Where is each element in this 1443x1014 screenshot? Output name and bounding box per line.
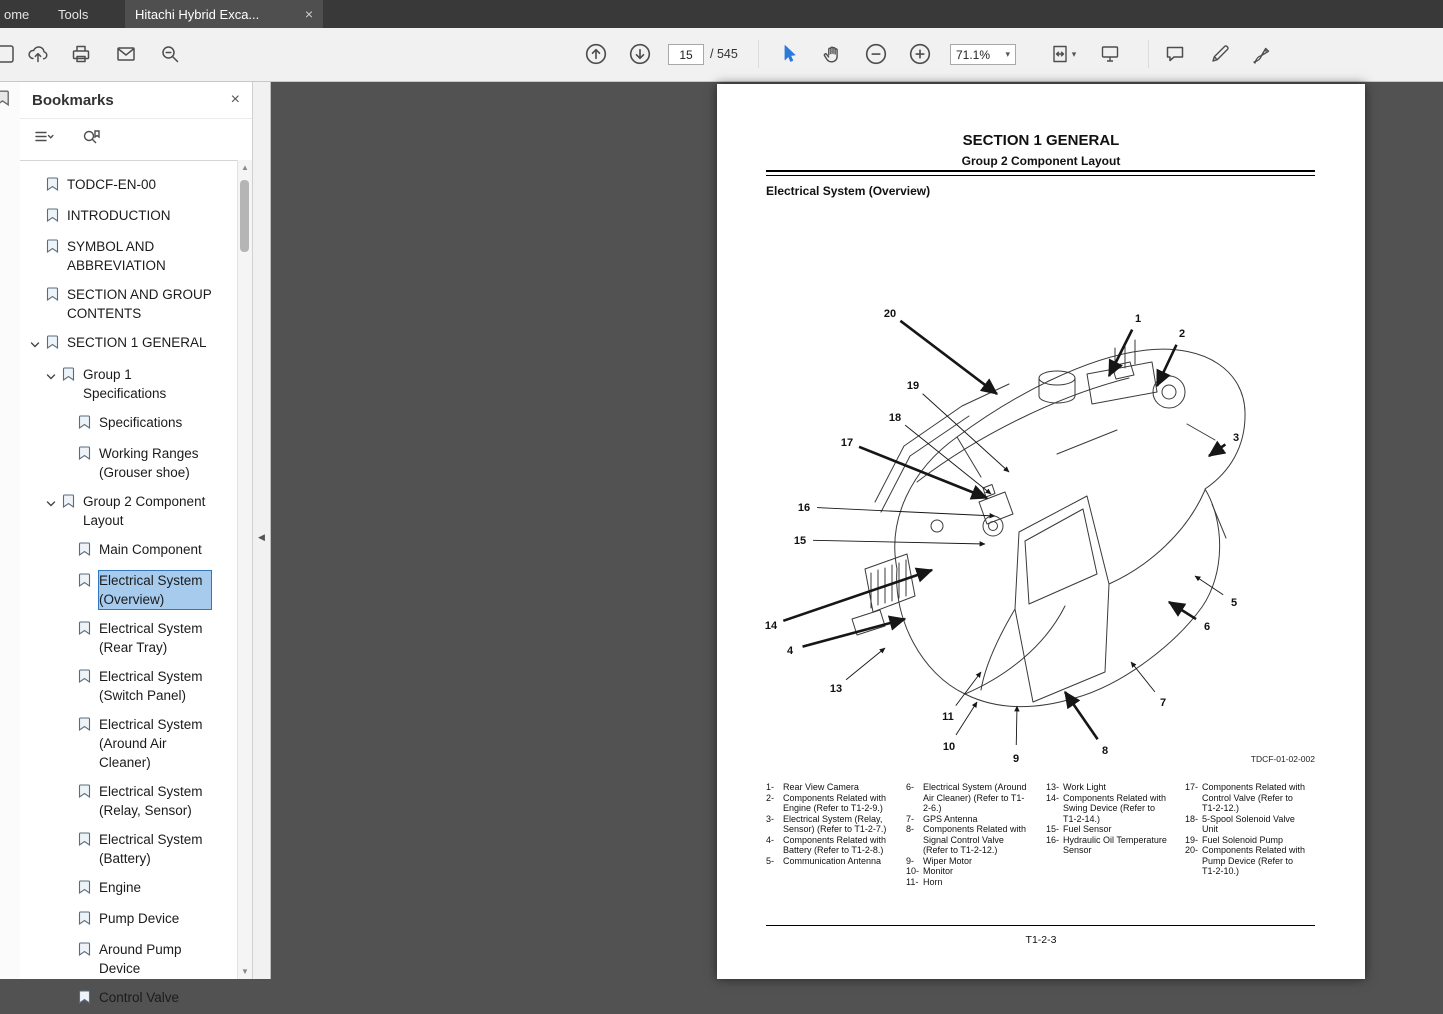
bookmark-item-label: Control Valve (99, 990, 180, 1005)
chevron-placeholder (60, 830, 78, 834)
bookmark-item-label: Pump Device (99, 911, 180, 926)
bookmark-item[interactable] (20, 232, 238, 280)
legend-text: Monitor (923, 866, 954, 876)
close-panel-button[interactable]: × (230, 91, 240, 108)
chevron-placeholder (60, 619, 78, 623)
save-cloud-button[interactable] (23, 39, 53, 69)
zoom-level-select[interactable] (950, 44, 1016, 65)
callout-arrow (923, 394, 1009, 472)
tab-document-label: Hitachi Hybrid Exca... (135, 6, 260, 22)
bookmark-item[interactable] (20, 439, 238, 487)
legend-text: Electrical System (Relay, Sensor) (Refer to T1-2-7.) (783, 813, 887, 834)
section-title: SECTION 1 GENERAL (962, 132, 1120, 149)
legend-entry (766, 856, 898, 867)
legend-number: 7- (906, 813, 915, 824)
bookmark-item[interactable] (20, 201, 238, 232)
arrow-up-circle-icon (583, 41, 609, 67)
bookmark-item-label: Group 1 Specifications (83, 367, 167, 401)
bookmark-icon (78, 988, 92, 1009)
callout-number: 9 (1012, 753, 1020, 765)
legend-entry (906, 877, 1038, 888)
hand-tool-button[interactable] (817, 39, 847, 69)
legend-entry (766, 835, 898, 856)
bookmark-item[interactable] (20, 825, 238, 873)
bookmark-item-label: TODCF-EN-00 (67, 177, 157, 192)
email-button[interactable] (111, 39, 141, 69)
callout-arrow (1195, 576, 1223, 595)
doc-page-number: T1-2-3 (1025, 934, 1057, 946)
chevron-placeholder (60, 444, 78, 448)
legend-number: 17- (1185, 782, 1199, 792)
legend-entry (1046, 793, 1178, 825)
bookmark-icon (78, 619, 92, 640)
collapse-panel-button[interactable]: ◀ (258, 531, 265, 542)
legend-text: Components Related with Battery (Refer to T1-2-8.) (783, 834, 887, 855)
legend-entry (906, 782, 1038, 814)
callout-number: 18 (888, 412, 902, 424)
bookmark-item[interactable] (20, 170, 238, 201)
search-bookmarks-button[interactable] (82, 129, 100, 150)
bookmark-item[interactable] (20, 566, 238, 614)
bookmark-icon (78, 940, 92, 961)
legend-text: Wiper Motor (923, 855, 973, 866)
tab-document[interactable] (125, 0, 323, 28)
footer-rule (766, 925, 1315, 926)
bookmark-icon (78, 909, 92, 930)
bookmarks-scrollbar[interactable] (237, 160, 252, 979)
callout-number: 15 (793, 535, 807, 547)
legend-entry (766, 782, 898, 793)
legend-entry (906, 814, 1038, 825)
legend-text: Fuel Solenoid Pump (1202, 834, 1284, 845)
legend-number: 20- (1185, 845, 1199, 855)
bookmark-item-label: Main Component (99, 542, 202, 557)
magnifier-minus-icon (158, 42, 182, 66)
legend-text: Fuel Sensor (1063, 824, 1112, 834)
callout-arrow (1131, 662, 1155, 692)
legend-number: 13- (1046, 782, 1060, 792)
plus-circle-icon (907, 41, 933, 67)
bookmark-item-label: SECTION 1 GENERAL (67, 335, 207, 350)
callout-layer (765, 308, 1239, 765)
callout-number: 7 (1159, 697, 1167, 709)
bookmarks-toolbar (20, 119, 252, 161)
legend-number: 9- (906, 855, 915, 866)
legend-number: 15- (1046, 824, 1060, 834)
cloud-upload-icon (26, 42, 50, 66)
chevron-placeholder (60, 988, 78, 992)
bookmark-item[interactable] (20, 935, 238, 983)
bookmark-item[interactable] (20, 535, 238, 566)
previous-page-button[interactable] (581, 39, 611, 69)
legend-entry (766, 793, 898, 814)
chevron-placeholder (60, 540, 78, 544)
legend-number: 2- (766, 792, 775, 803)
callout-arrow (846, 648, 885, 680)
bookmark-item-label: Electrical System (Overview) (99, 571, 211, 609)
bookmarks-header (20, 82, 252, 119)
scrollbar-thumb[interactable] (240, 180, 249, 252)
heading-rule (766, 170, 1315, 172)
callout-arrow (813, 540, 985, 544)
legend-number: 10- (906, 866, 920, 876)
legend-number: 1- (766, 782, 775, 792)
bookmark-icon (78, 540, 92, 561)
cursor-icon (776, 42, 800, 66)
heading-rule-thin (766, 175, 1315, 176)
legend-number: 5- (766, 855, 775, 866)
bookmark-icon (78, 715, 92, 736)
callout-number: 2 (1178, 328, 1186, 340)
zoom-level-value: 71.1% (956, 47, 991, 62)
bookmark-item-label: Specifications (99, 415, 183, 430)
legend-number: 8- (906, 824, 915, 834)
legend-column (906, 782, 1038, 887)
legend-text: Components Related with Control Valve (Refer to T1-2-12.) (1202, 782, 1306, 813)
close-tab-icon[interactable]: × (304, 6, 313, 22)
bookmark-icon (78, 413, 92, 434)
bookmark-item-label: Engine (99, 880, 142, 895)
legend-column (766, 782, 898, 866)
hand-icon (820, 42, 844, 66)
callout-arrow (1157, 345, 1176, 386)
bookmark-item-label: Working Ranges (Grouser shoe) (99, 446, 199, 480)
figure-heading: Electrical System (Overview) (766, 184, 931, 198)
bookmarks-title: Bookmarks (32, 91, 114, 109)
callout-number: 8 (1101, 745, 1109, 757)
callout-number: 5 (1230, 597, 1238, 609)
legend-text: Work Light (1063, 782, 1106, 792)
callout-number: 3 (1232, 432, 1240, 444)
chevron-placeholder (60, 782, 78, 786)
comment-button[interactable] (1160, 39, 1190, 69)
chevron-placeholder (60, 715, 78, 719)
select-tool-button[interactable] (773, 39, 803, 69)
page-count-label: / 545 (710, 47, 738, 61)
callout-arrow (817, 508, 995, 516)
bookmark-item-label: SECTION AND GROUP CONTENTS (67, 287, 212, 321)
callout-number: 14 (764, 620, 778, 632)
callout-number: 11 (942, 711, 954, 723)
bookmark-icon (78, 782, 92, 803)
figure-code: TDCF-01-02-002 (1250, 754, 1315, 764)
chevron-placeholder (60, 667, 78, 671)
bookmark-icon (62, 365, 76, 386)
bookmark-item[interactable] (20, 983, 238, 1014)
callout-arrow (956, 702, 977, 735)
bookmarks-panel-icon[interactable] (0, 90, 10, 111)
toolbar-separator (758, 40, 759, 68)
chevron-down-icon[interactable] (28, 333, 46, 355)
excavator-diagram (757, 274, 1327, 774)
callout-arrow (1209, 444, 1225, 456)
highlight-button[interactable] (1205, 39, 1235, 69)
callout-number: 4 (786, 645, 794, 657)
bookmark-icon (46, 237, 60, 258)
callout-arrow (1065, 692, 1098, 739)
bookmark-item[interactable] (20, 280, 238, 328)
bookmark-options-button[interactable] (34, 129, 54, 150)
legend-entry (1046, 835, 1178, 856)
bookmarks-panel (20, 82, 253, 1005)
bookmark-item-label: INTRODUCTION (67, 208, 171, 223)
bookmark-item-label: Electrical System (Rear Tray) (99, 621, 203, 655)
legend-text: Hydraulic Oil Temperature Sensor (1063, 834, 1167, 855)
legend-text: Components Related with Signal Control Valve (Refer to T1-2-12.) (923, 824, 1027, 855)
window-tab-bar (0, 0, 1443, 28)
scroll-mode-button[interactable] (1095, 39, 1125, 69)
legend-text: Rear View Camera (783, 782, 859, 792)
bookmark-icon (78, 878, 92, 899)
legend-entry (1185, 814, 1317, 835)
page-number-input[interactable] (668, 44, 704, 65)
legend-text: 5-Spool Solenoid Valve Unit (1202, 813, 1295, 834)
legend-number: 19- (1185, 834, 1199, 845)
legend-text: Components Related with Pump Device (Refer to T1-2-10.) (1202, 845, 1306, 876)
toolbar-separator (1148, 40, 1149, 68)
envelope-icon (114, 42, 138, 66)
panel-collapse-strip (253, 82, 271, 979)
partial-tool-icon[interactable] (0, 39, 20, 69)
bookmark-item[interactable] (20, 408, 238, 439)
bookmark-icon (78, 667, 92, 688)
scroll-up-icon[interactable]: ▲ (241, 163, 249, 172)
chevron-down-icon: ▾ (1005, 49, 1010, 59)
bookmark-item[interactable] (20, 904, 238, 935)
toolbar (0, 28, 1443, 82)
panel-rail (0, 82, 20, 979)
bookmark-item-label: Electrical System (Battery) (99, 832, 203, 866)
bookmark-item[interactable] (20, 710, 238, 777)
legend-entry (906, 856, 1038, 867)
minus-circle-icon (863, 41, 889, 67)
legend-number: 14- (1046, 792, 1060, 803)
bookmark-item[interactable] (20, 360, 238, 408)
callout-number: 16 (797, 502, 811, 514)
arrow-down-circle-icon (627, 41, 653, 67)
chevron-placeholder (60, 878, 78, 882)
bookmarks-tree (20, 166, 238, 1005)
zoom-in-button[interactable] (905, 39, 935, 69)
legend-text: Electrical System (Around Air Cleaner) (Refer to T1-2-6.) (923, 782, 1027, 813)
callout-number: 1 (1134, 313, 1142, 325)
pdf-page (717, 84, 1365, 979)
legend-entry (1046, 782, 1178, 793)
legend-number: 18- (1185, 813, 1199, 824)
legend-text: Communication Antenna (783, 855, 882, 866)
chevron-placeholder (60, 940, 78, 944)
tab-home[interactable]: ome (4, 6, 30, 22)
bookmark-icon (78, 830, 92, 851)
legend-text: Horn (923, 876, 943, 887)
legend-text: Components Related with Swing Device (Refer to T1-2-14.) (1063, 792, 1167, 824)
print-button[interactable] (66, 39, 96, 69)
callout-number: 10 (942, 741, 956, 753)
bookmark-icon (62, 492, 76, 513)
chevron-placeholder (28, 237, 46, 241)
chevron-placeholder (28, 206, 46, 210)
group-title: Group 2 Component Layout (961, 154, 1121, 168)
pencil-icon (1208, 42, 1232, 66)
legend-entry (1185, 835, 1317, 846)
callout-arrow (783, 570, 932, 621)
next-page-button[interactable] (625, 39, 655, 69)
fill-sign-button[interactable] (1247, 39, 1277, 69)
chevron-down-icon[interactable] (44, 365, 62, 387)
bookmark-item[interactable] (20, 662, 238, 710)
legend-number: 3- (766, 813, 775, 824)
bookmark-item-label: Around Pump Device (99, 942, 182, 976)
page-display-icon (1098, 42, 1122, 66)
legend-entry (766, 814, 898, 835)
bookmark-icon (46, 206, 60, 227)
bookmark-icon (78, 444, 92, 465)
legend-entry (906, 866, 1038, 877)
legend-number: 6- (906, 782, 915, 792)
bookmark-icon (78, 571, 92, 592)
callout-number: 19 (906, 380, 920, 392)
fit-width-icon (1048, 42, 1072, 66)
legend-number: 16- (1046, 834, 1060, 845)
speech-bubble-icon (1163, 42, 1187, 66)
chevron-placeholder (60, 909, 78, 913)
bookmark-item[interactable] (20, 328, 238, 360)
bookmark-item[interactable] (20, 873, 238, 904)
signature-pen-icon (1250, 42, 1274, 66)
legend-number: 11- (906, 876, 919, 887)
bookmark-item-label: Group 2 Component Layout (83, 494, 206, 528)
excavator-line-art (852, 340, 1245, 707)
tab-tools[interactable]: Tools (58, 6, 89, 22)
legend-entry (1046, 824, 1178, 835)
legend (717, 782, 1365, 932)
chevron-placeholder (28, 175, 46, 179)
chevron-placeholder (28, 285, 46, 289)
legend-number: 4- (766, 834, 775, 845)
legend-column (1046, 782, 1178, 856)
legend-text: Components Related with Engine (Refer to T1-2-9.) (783, 792, 887, 813)
bookmark-item-label: Electrical System (Around Air Cleaner) (99, 717, 203, 770)
callout-number: 17 (840, 437, 854, 449)
legend-entry (1185, 845, 1317, 877)
bookmark-item[interactable] (20, 487, 238, 535)
callout-arrow (1169, 602, 1196, 619)
page-fit-button[interactable] (1040, 39, 1084, 69)
chevron-down-icon: ▾ (1071, 48, 1077, 59)
callout-number: 6 (1203, 621, 1211, 633)
printer-icon (69, 42, 93, 66)
scroll-down-icon[interactable]: ▼ (241, 967, 249, 976)
callout-number: 13 (829, 683, 843, 695)
chevron-placeholder (60, 571, 78, 575)
legend-column (1185, 782, 1317, 877)
bookmark-icon (46, 175, 60, 196)
bookmark-item[interactable] (20, 614, 238, 662)
callout-arrow (1016, 706, 1017, 745)
zoom-tool-button[interactable] (155, 39, 185, 69)
bookmark-icon (46, 285, 60, 306)
legend-entry (1185, 782, 1317, 814)
callout-number: 20 (883, 308, 897, 320)
bookmark-icon (46, 333, 60, 354)
legend-entry (906, 824, 1038, 856)
legend-text: GPS Antenna (923, 813, 978, 824)
chevron-down-icon[interactable] (44, 492, 62, 514)
bookmark-item-label: SYMBOL AND ABBREVIATION (67, 239, 166, 273)
zoom-out-button[interactable] (861, 39, 891, 69)
bookmark-item-label: Electrical System (Switch Panel) (99, 669, 203, 703)
bookmark-item-label: Electrical System (Relay, Sensor) (99, 784, 203, 818)
chevron-placeholder (60, 413, 78, 417)
bookmark-item[interactable] (20, 777, 238, 825)
